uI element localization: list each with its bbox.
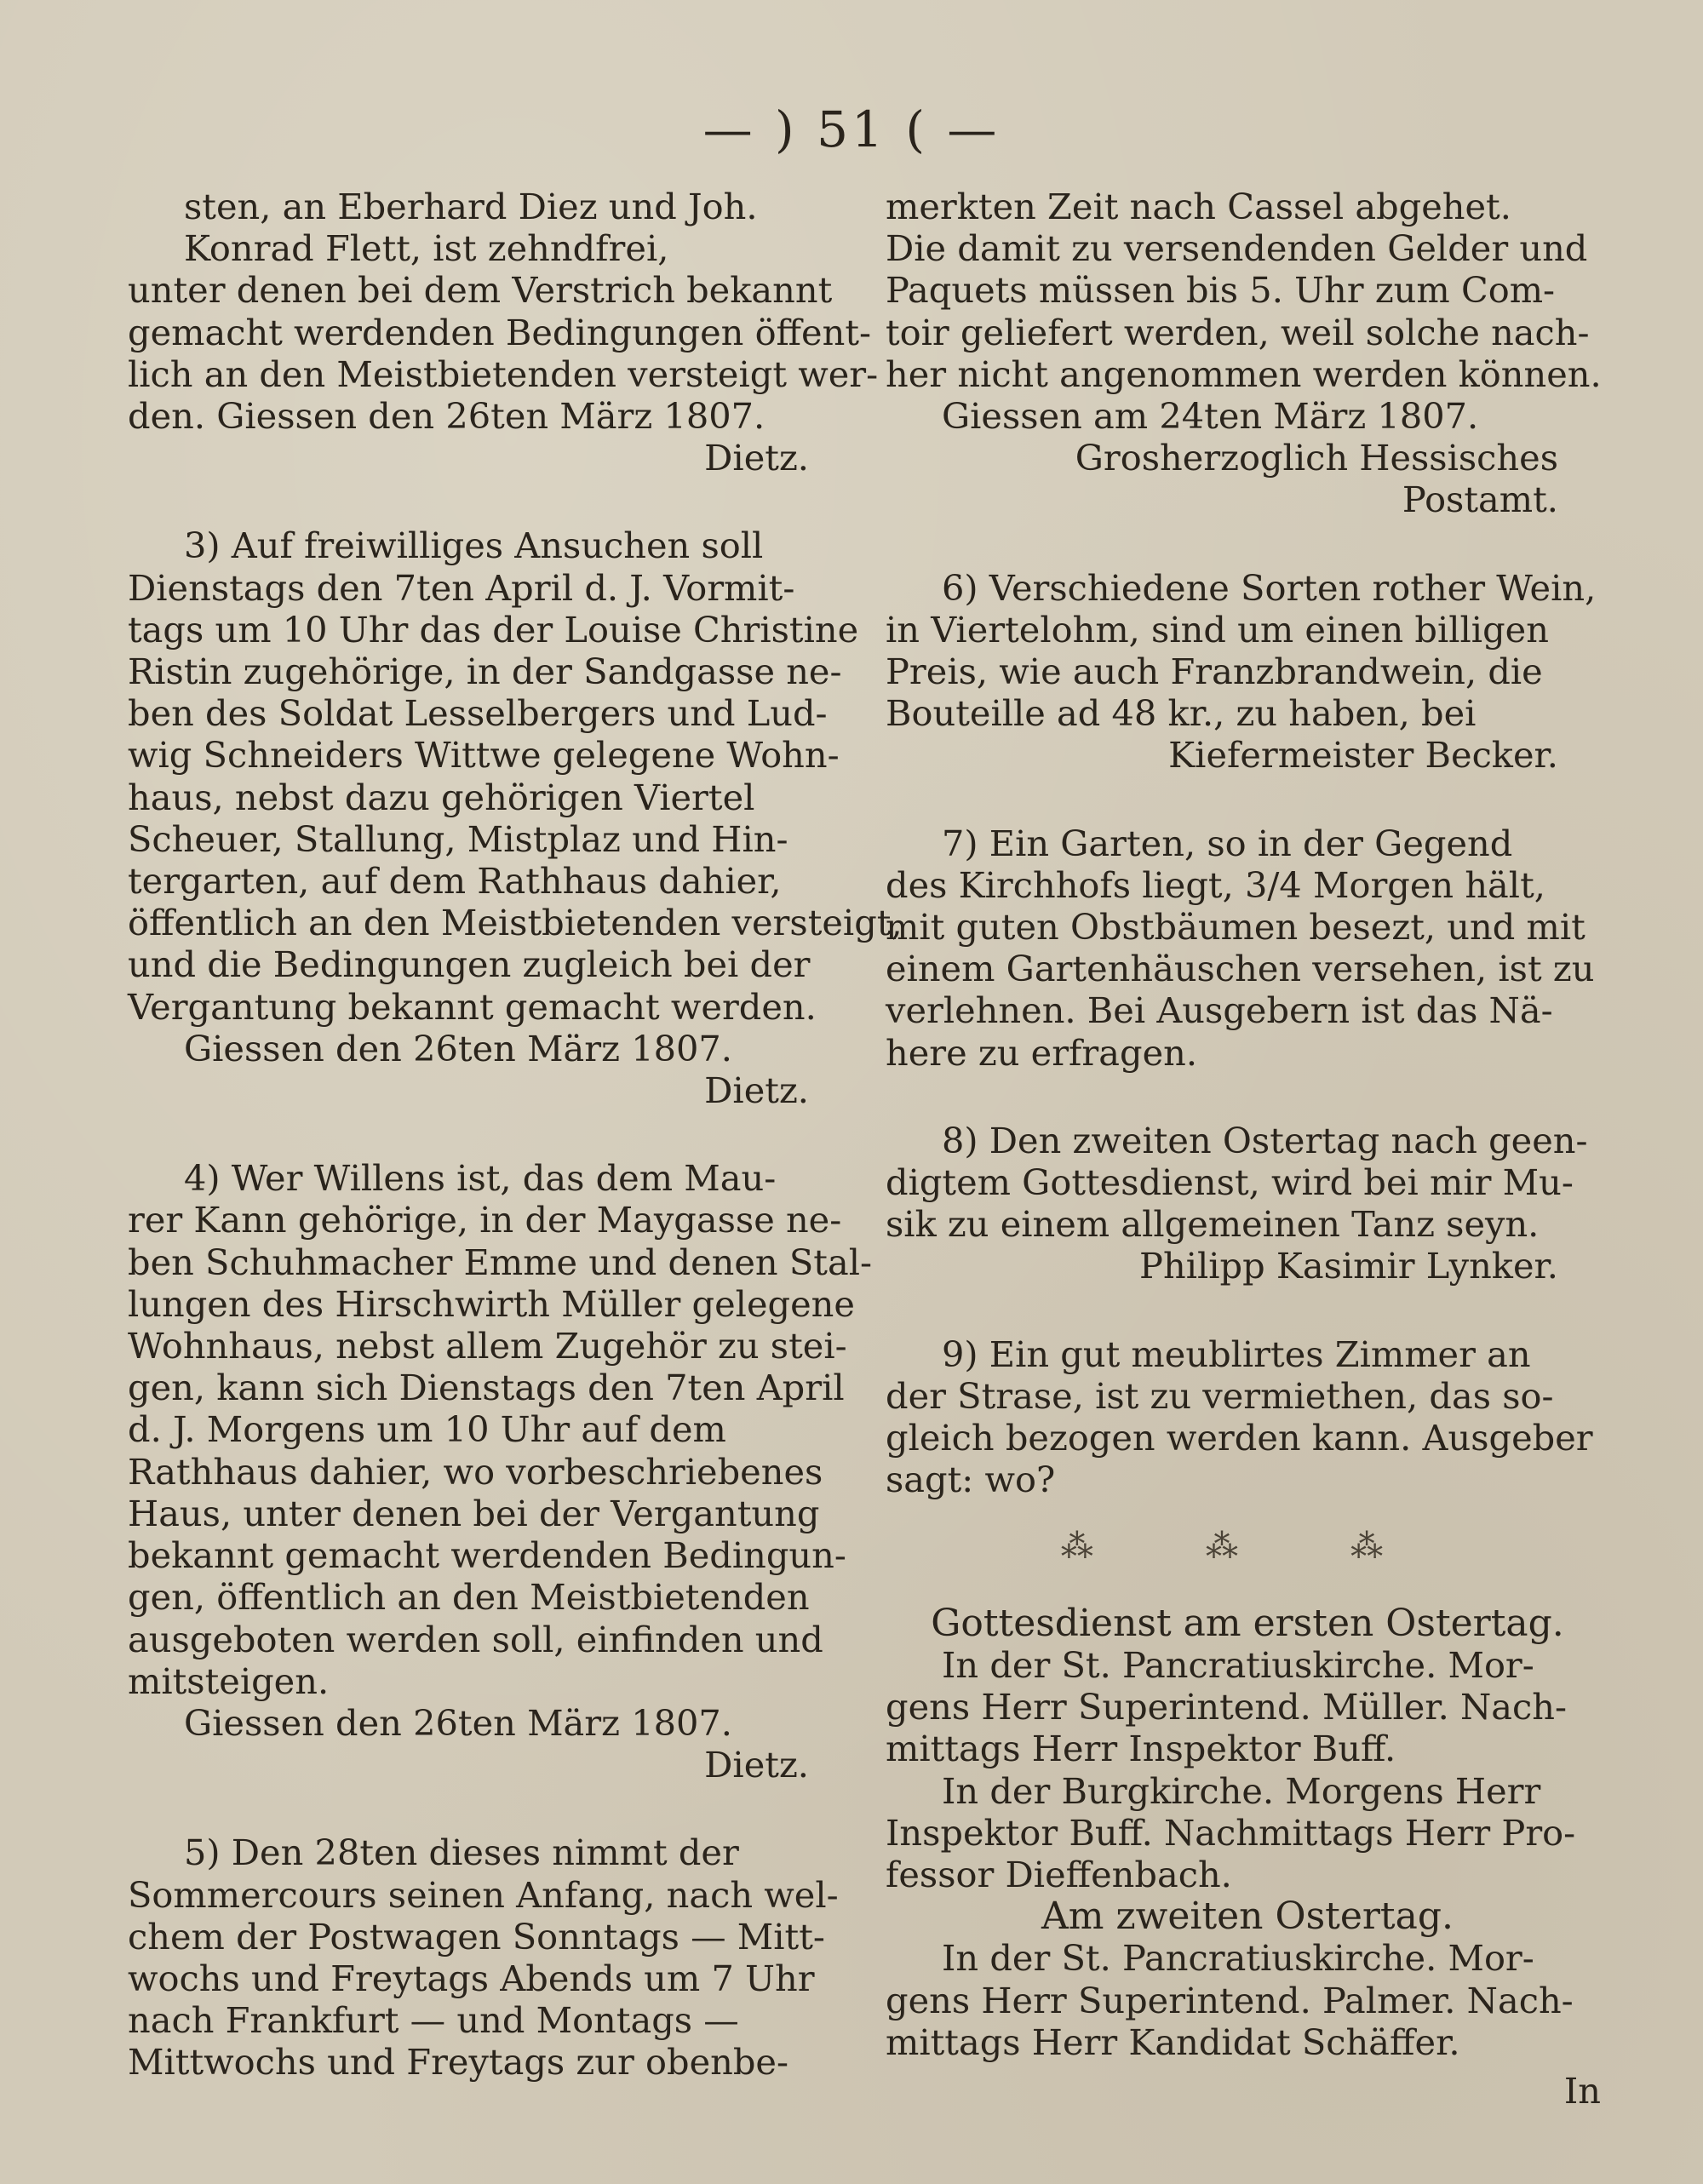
text-line: Bouteille ad 48 kr., zu haben, bei — [886, 692, 1477, 735]
text-line: gemacht werdenden Bedingungen öffent- — [128, 311, 872, 353]
right-column — [886, 186, 1609, 2112]
text-line: gen, kann sich Dienstags den 7ten April — [128, 1367, 845, 1409]
text-line: Wohnhaus, nebst allem Zugehör zu stei- — [128, 1325, 847, 1367]
notice-3 — [128, 525, 903, 1112]
signature: Philipp Kasimir Lynker. — [1139, 1245, 1558, 1287]
text-line: gens Herr Superintend. Müller. Nach- — [886, 1686, 1568, 1728]
dateline: Giessen am 24ten März 1807. — [942, 395, 1479, 438]
text-line: toir geliefert werden, weil solche nach- — [886, 311, 1590, 353]
text-line: ben Schuhmacher Emme und denen Stal- — [128, 1241, 872, 1283]
text-line: 4) Wer Willens ist, das dem Mau- — [184, 1157, 777, 1200]
text-line: gleich bezogen werden kann. Ausgeber — [886, 1417, 1593, 1459]
text-line: merkten Zeit nach Cassel abgehet. — [886, 186, 1511, 227]
text-line: Inspektor Buff. Nachmittags Herr Pro- — [886, 1811, 1576, 1854]
text-line: rer Kann gehörige, in der Maygasse ne- — [128, 1199, 842, 1241]
text-line: sten, an Eberhard Diez und Joh. — [184, 186, 758, 227]
text-line: öffentlich an den Meistbietenden versteigt, — [128, 902, 903, 944]
text-line: mit guten Obstbäumen besezt, und mit — [886, 906, 1585, 949]
text-line: Dienstags den 7ten April d. J. Vormit- — [128, 566, 795, 609]
text-line: In der St. Pancratiuskirche. Mor- — [942, 1937, 1534, 1980]
text-line: lungen des Hirschwirth Müller gelegene — [128, 1282, 855, 1325]
text-line: wig Schneiders Wittwe gelegene Wohn- — [128, 734, 840, 777]
notice-9 — [886, 1333, 1609, 1501]
text-line: Haus, unter denen bei der Vergantung — [128, 1492, 820, 1534]
text-line: here zu erfragen. — [886, 1031, 1198, 1074]
text-line: einem Gartenhäuschen versehen, ist zu — [886, 948, 1595, 990]
text-line: mittags Herr Kandidat Schäffer. — [886, 2021, 1460, 2063]
dateline: Giessen den 26ten März 1807. — [184, 1701, 732, 1744]
text-line: Die damit zu versendenden Gelder und — [886, 227, 1588, 270]
text-line: bekannt gemacht werdenden Bedingun- — [128, 1534, 846, 1577]
left-column — [128, 186, 903, 2084]
text-line: tergarten, auf dem Rathhaus dahier, — [128, 860, 782, 903]
text-line: Preis, wie auch Franzbrandwein, die — [886, 651, 1543, 693]
text-line: In der St. Pancratiuskirche. Mor- — [942, 1643, 1534, 1686]
text-line: sik zu einem allgemeinen Tanz seyn. — [886, 1203, 1540, 1246]
text-line: den. Giessen den 26ten März 1807. — [128, 395, 765, 438]
notice-5-continued — [886, 186, 1609, 521]
text-line: haus, nebst dazu gehörigen Viertel — [128, 776, 755, 818]
text-line: Konrad Flett, ist zehndfrei, — [184, 227, 669, 270]
text-line: mitsteigen. — [128, 1659, 330, 1702]
text-line: ausgeboten werden soll, einfinden und — [128, 1618, 823, 1660]
text-line: Ristin zugehörige, in der Sandgasse ne- — [128, 651, 842, 693]
notice-continuation — [128, 186, 879, 479]
notice-7 — [886, 823, 1609, 1074]
dateline: Giessen den 26ten März 1807. — [184, 1027, 732, 1069]
signature: Postamt. — [1402, 479, 1558, 521]
text-line: 9) Ein gut meublirtes Zimmer an — [942, 1333, 1531, 1375]
text-line: der Strase, ist zu vermiethen, das so- — [886, 1374, 1554, 1417]
text-line: gens Herr Superintend. Palmer. Nach- — [886, 1979, 1574, 2021]
text-line: Paquets müssen bis 5. Uhr zum Com- — [886, 269, 1556, 312]
ornament-divider: ⁂ ⁂ ⁂ — [1060, 1528, 1435, 1566]
signature: Dietz. — [704, 1744, 809, 1786]
section-subheading: Am zweiten Ostertag. — [1041, 1895, 1454, 1939]
text-line: Vergantung bekannt gemacht werden. — [128, 985, 817, 1028]
text-line: unter denen bei dem Verstrich bekannt — [128, 269, 833, 312]
text-line: 6) Verschiedene Sorten rother Wein, — [942, 566, 1597, 609]
signature: Kiefermeister Becker. — [1168, 734, 1558, 777]
text-line: Sommercours seinen Anfang, nach wel- — [128, 1873, 839, 1916]
text-line: 8) Den zweiten Ostertag nach geen- — [942, 1119, 1588, 1161]
signature: Grosherzoglich Hessisches — [1075, 437, 1558, 479]
section-heading: Gottesdienst am ersten Ostertag. — [931, 1601, 1564, 1645]
text-line: in Viertelohm, sind um einen billigen — [886, 608, 1549, 651]
notice-8 — [886, 1120, 1609, 1287]
signature: Dietz. — [704, 437, 809, 479]
text-line: Scheuer, Stallung, Mistplaz und Hin- — [128, 817, 788, 860]
text-line: tags um 10 Uhr das der Louise Christine — [128, 608, 859, 651]
page-number-header: — ) 51 ( — — [702, 100, 1001, 158]
text-line: nach Frankfurt — und Montags — — [128, 1999, 739, 2042]
text-line: chem der Postwagen Sonntags — Mitt- — [128, 1915, 825, 1958]
signature: Dietz. — [704, 1069, 809, 1112]
text-line: Mittwochs und Freytags zur obenbe- — [128, 2041, 789, 2084]
text-line: 3) Auf freiwilliges Ansuchen soll — [184, 525, 764, 567]
text-line: verlehnen. Bei Ausgebern ist das Nä- — [886, 989, 1553, 1032]
notice-4 — [128, 1157, 872, 1786]
text-line: 7) Ein Garten, so in der Gegend — [942, 822, 1513, 864]
text-line: digtem Gottesdienst, wird bei mir Mu- — [886, 1161, 1574, 1204]
notice-5 — [128, 1831, 860, 2083]
text-line: 5) Den 28ten dieses nimmt der — [184, 1831, 739, 1874]
church-services — [886, 1602, 1609, 2112]
text-line: ben des Soldat Lesselbergers und Lud- — [128, 692, 828, 735]
text-line: d. J. Morgens um 10 Uhr auf dem — [128, 1408, 726, 1451]
text-line: sagt: wo? — [886, 1459, 1056, 1501]
text-line: lich an den Meistbietenden versteigt wer- — [128, 353, 879, 395]
text-line: und die Bedingungen zugleich bei der — [128, 943, 811, 986]
text-line: her nicht angenommen werden können. — [886, 353, 1602, 395]
text-line: mittags Herr Inspektor Buff. — [886, 1728, 1396, 1770]
text-line: gen, öffentlich an den Meistbietenden — [128, 1576, 810, 1619]
notice-6 — [886, 567, 1609, 777]
text-line: fessor Dieffenbach. — [886, 1853, 1232, 1895]
text-line: des Kirchhofs liegt, 3/4 Morgen hält, — [886, 863, 1545, 906]
text-line: In der Burgkirche. Morgens Herr — [942, 1769, 1541, 1812]
text-line: wochs und Freytags Abends um 7 Uhr — [128, 1957, 815, 1999]
text-line: Rathhaus dahier, wo vorbeschriebenes — [128, 1450, 823, 1493]
catchword: In — [1563, 2069, 1601, 2112]
